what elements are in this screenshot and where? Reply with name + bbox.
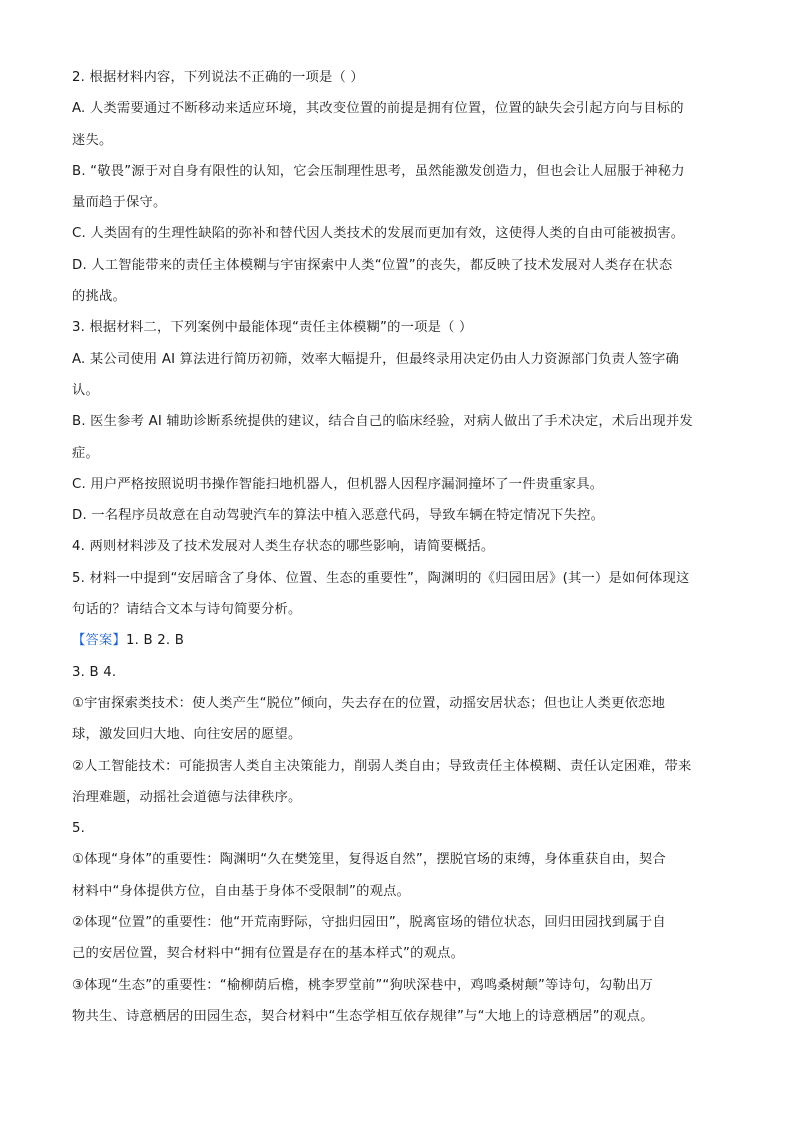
- question-2-option-d-cont: 的挑战。: [72, 289, 126, 305]
- answer-1-2: 1. B 2. B: [126, 633, 185, 649]
- question-2-option-a-cont: 迷失。: [72, 132, 113, 148]
- question-3-option-d: D. 一名程序员故意在自动驾驶汽车的算法中植入恶意代码，导致车辆在特定情况下失控。: [72, 508, 605, 524]
- answer-5-point-3-cont: 物共生、诗意栖居的田园生态，契合材料中“生态学相互依存规律”与“大地上的诗意栖居”的观点。: [72, 1008, 654, 1024]
- question-4-stem: 4. 两则材料涉及了技术发展对人类生存状态的哪些影响，请简要概括。: [72, 539, 495, 555]
- question-2-stem: 2. 根据材料内容，下列说法不正确的一项是（ ）: [72, 70, 364, 85]
- answer-5-point-2: ②体现“位置”的重要性：他“开荒南野际，守拙归园田”，脱离宦场的错位状态，回归田园找到属于自: [72, 915, 666, 931]
- question-5-stem-cont: 句话的？请结合文本与诗句简要分析。: [72, 602, 302, 618]
- answer-tag: 【答案】: [72, 633, 126, 649]
- page-content: [72, 62, 722, 1032]
- question-3-option-a-cont: 认。: [72, 382, 99, 398]
- question-2-option-a: A. 人类需要通过不断移动来适应环境，其改变位置的前提是拥有位置，位置的缺失会引起方向与目标的: [72, 101, 684, 117]
- answer-5-number: 5.: [72, 821, 86, 837]
- answer-5-point-2-cont: 己的安居位置，契合材料中“拥有位置是存在的基本样式”的观点。: [72, 946, 465, 962]
- answer-4-point-2: ②人工智能技术：可能损害人类自主决策能力，削弱人类自由；导致责任主体模糊、责任认定困难，带来: [72, 758, 692, 774]
- question-2-option-b: B. “敬畏”源于对自身有限性的认知，它会压制理性思考，虽然能激发创造力，但也会让人屈服于神秘力: [72, 163, 685, 179]
- question-2-option-c: C. 人类固有的生理性缺陷的弥补和替代因人类技术的发展而更加有效，这使得人类的自由可能被损害。: [72, 226, 685, 242]
- question-5-stem: 5. 材料一中提到“安居暗含了身体、位置、生态的重要性”，陶渊明的《归园田居》(其一）是如何体现这: [72, 570, 690, 586]
- question-3-stem: 3. 根据材料二，下列案例中最能体现“责任主体模糊”的一项是（ ）: [72, 320, 473, 336]
- answer-5-point-1-cont: 材料中“身体提供方位，自由基于身体不受限制”的观点。: [72, 883, 411, 899]
- answer-4-point-2-cont: 治理难题，动摇社会道德与法律秩序。: [72, 789, 302, 805]
- question-3-option-c: C. 用户严格按照说明书操作智能扫地机器人，但机器人因程序漏洞撞坏了一件贵重家具。: [72, 476, 604, 492]
- question-2-option-d: D. 人工智能带来的责任主体模糊与宇宙探索中人类“位置”的丧失，都反映了技术发展对人类存在状态: [72, 257, 673, 273]
- question-2-option-b-cont: 量而趋于保守。: [72, 195, 167, 211]
- answer-5-point-3: ③体现“生态”的重要性：“榆柳荫后檐，桃李罗堂前”“狗吠深巷中，鸡鸣桑树颠”等诗句，勾勒出万: [72, 977, 654, 993]
- question-3-option-b: B. 医生参考 AI 辅助诊断系统提供的建议，结合自己的临床经验，对病人做出了手术决定，术后出现并发: [72, 414, 693, 430]
- question-3-option-a: A. 某公司使用 AI 算法进行简历初筛，效率大幅提升，但最终录用决定仍由人力资源部门负责人签字确: [72, 351, 680, 367]
- answer-line-2: 3. B 4.: [72, 664, 117, 680]
- answer-4-point-1-cont: 球，激发回归大地、向往安居的愿望。: [72, 727, 302, 743]
- answer-4-point-1: ①宇宙探索类技术：使人类产生“脱位”倾向，失去存在的位置，动摇安居状态；但也让人类更依恋地: [72, 695, 666, 711]
- question-3-option-b-cont: 症。: [72, 445, 99, 461]
- answer-line-1: [72, 625, 722, 656]
- answer-5-point-1: ①体现“身体”的重要性：陶渊明“久在樊笼里，复得返自然”，摆脱官场的束缚，身体重获自由，契合: [72, 852, 666, 868]
